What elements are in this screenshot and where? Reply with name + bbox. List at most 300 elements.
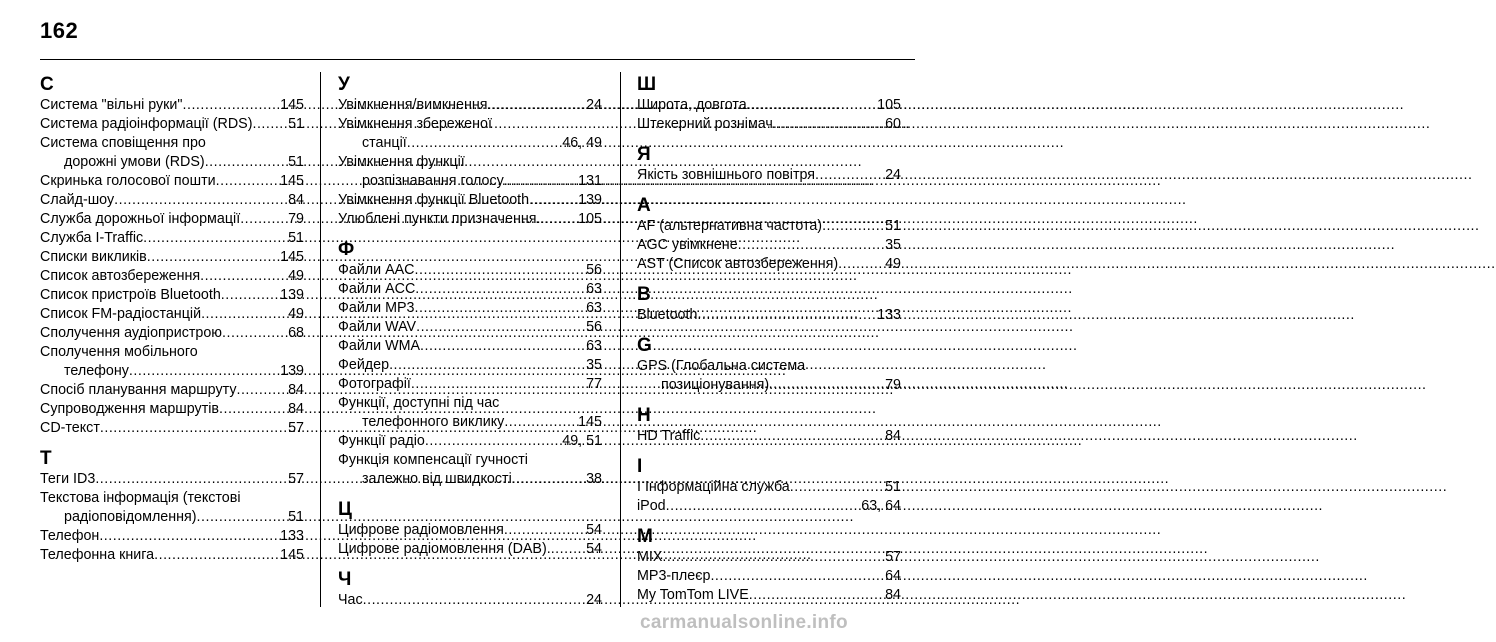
entry-term: Фотографії [338, 376, 411, 392]
entry-line [637, 357, 901, 376]
entry-term: радіоповідомлення) [64, 509, 197, 525]
entry-page-ref: 51 [288, 509, 304, 525]
entry-page-ref: 46, 49 [562, 135, 602, 151]
entry-page-ref: 105 [877, 97, 901, 113]
index-entry [637, 427, 901, 446]
entry-term: дорожні умови (RDS) [64, 154, 205, 170]
index-section [637, 405, 901, 446]
dot-leader [662, 548, 884, 567]
entry-term: Спосіб планування маршруту [40, 382, 237, 398]
index-entry [637, 217, 901, 236]
index-entry [40, 419, 304, 438]
entry-term: Списки викликів [40, 249, 147, 265]
section-letter: С [40, 74, 54, 95]
entry-line [40, 343, 304, 362]
entry-term: MIX [637, 549, 663, 565]
entry-term: Функція компенсації гучності [338, 452, 528, 468]
dot-leader [749, 586, 884, 605]
index-entry [338, 115, 602, 153]
index-entry [40, 400, 304, 419]
index-entry [40, 248, 304, 267]
index-section [338, 239, 602, 489]
entry-term: CD-текст [40, 420, 100, 436]
dot-leader [773, 115, 884, 134]
entry-page-ref: 24 [885, 167, 901, 183]
entry-line [40, 191, 304, 210]
dot-leader [411, 375, 585, 394]
dot-leader [221, 286, 279, 305]
index-entry [40, 229, 304, 248]
entry-line [40, 172, 304, 191]
section-letter: M [637, 526, 653, 547]
entry-line [637, 255, 901, 274]
entry-term: Штекерний рознімач [637, 116, 773, 132]
entry-page-ref: 24 [586, 592, 602, 608]
entry-line [40, 115, 304, 134]
entry-page-ref: 49 [885, 256, 901, 272]
entry-page-ref: 131 [578, 173, 602, 189]
entry-term: Текстова інформація (текстові [40, 490, 241, 506]
index-entry [40, 343, 304, 381]
entry-term: Супроводження маршрутів [40, 401, 220, 417]
entry-page-ref: 56 [586, 319, 602, 335]
index-entry [637, 497, 901, 516]
index-entry [40, 115, 304, 134]
entry-line [40, 286, 304, 305]
entry-line [40, 96, 304, 115]
index-entry [338, 540, 602, 559]
entry-page-ref: 54 [586, 522, 602, 538]
entry-line [40, 305, 304, 324]
entry-line [338, 318, 602, 337]
entry-line [338, 96, 602, 115]
index-entry [637, 236, 901, 255]
entry-page-ref: 133 [877, 307, 901, 323]
index-section [637, 74, 901, 134]
dot-leader [201, 305, 287, 324]
section-letter: Ф [338, 239, 355, 260]
entry-line [338, 470, 602, 489]
entry-line [40, 248, 304, 267]
entry-line [338, 337, 602, 356]
entry-line [338, 521, 602, 540]
index-entry [338, 521, 602, 540]
entry-page-ref: 79 [885, 377, 901, 393]
entry-page-ref: 64 [885, 568, 901, 584]
dot-leader [415, 261, 586, 280]
index-entry [338, 394, 602, 432]
entry-term: GPS (Глобальна система [637, 358, 806, 374]
entry-term: Цифрове радіомовлення (DAB). [338, 541, 551, 557]
index-section [637, 526, 901, 605]
entry-page-ref: 139 [280, 287, 304, 303]
index-section [637, 335, 901, 395]
entry-term: I Інформаційна служба [637, 479, 790, 495]
index-section [40, 74, 304, 438]
entry-line [338, 591, 602, 610]
entry-line [637, 548, 901, 567]
index-column-2 [338, 72, 602, 620]
entry-term: Система сповіщення про [40, 135, 206, 151]
entry-term: iPod [637, 498, 666, 514]
entry-term: Фейдер [338, 357, 390, 373]
entry-term: станції [362, 135, 407, 151]
dot-leader [747, 96, 876, 115]
dot-leader [99, 527, 279, 546]
entry-page-ref: 63 [586, 338, 602, 354]
entry-term: Файли ACC [338, 281, 416, 297]
dot-leader [425, 432, 561, 451]
index-entry [338, 375, 602, 394]
dot-leader [415, 280, 585, 299]
index-entry [40, 489, 304, 527]
dot-leader [420, 337, 585, 356]
entry-term: позиціонування) [661, 377, 770, 393]
entry-term: телефону [64, 363, 129, 379]
dot-leader [389, 356, 585, 375]
index-entry [338, 191, 602, 210]
entry-line [637, 427, 901, 446]
entry-page-ref: 51 [288, 230, 304, 246]
entry-page-ref: 63 [586, 281, 602, 297]
index-entry [40, 267, 304, 286]
entry-line [637, 236, 901, 255]
index-entry [40, 324, 304, 343]
entry-page-ref: 84 [288, 401, 304, 417]
entry-line [338, 413, 602, 432]
entry-line [637, 497, 901, 516]
entry-term: Увімкнення функції [338, 154, 465, 170]
entry-term: Увімкнення/вимкнення [338, 97, 488, 113]
entry-page-ref: 63, 64 [861, 498, 901, 514]
entry-page-ref: 145 [280, 249, 304, 265]
index-entry [338, 591, 602, 610]
entry-page-ref: 49, 51 [562, 433, 602, 449]
entry-page-ref: 57 [288, 420, 304, 436]
index-section [637, 144, 901, 185]
index-entry [637, 357, 901, 395]
dot-leader [815, 166, 884, 185]
entry-term: Система радіоінформації (RDS) [40, 116, 253, 132]
entry-page-ref: 35 [586, 357, 602, 373]
entry-page-ref: 77 [586, 376, 602, 392]
entry-page-ref: 24 [586, 97, 602, 113]
entry-term: Якість зовнішнього повітря [637, 167, 816, 183]
dot-leader [252, 115, 287, 134]
index-entry [40, 286, 304, 305]
index-entry [40, 305, 304, 324]
entry-line [338, 210, 602, 229]
entry-page-ref: 84 [885, 587, 901, 603]
index-entry [338, 299, 602, 318]
index-entry [637, 567, 901, 586]
index-entry [338, 153, 602, 191]
entry-line [338, 191, 602, 210]
dot-leader [504, 413, 577, 432]
dot-leader [488, 96, 586, 115]
entry-page-ref: 51 [288, 116, 304, 132]
entry-line [40, 134, 304, 153]
index-entry [40, 96, 304, 115]
entry-term: залежно від швидкості [362, 471, 512, 487]
entry-line [40, 381, 304, 400]
dot-leader [790, 478, 884, 497]
section-letter: Ц [338, 499, 352, 520]
dot-leader [95, 470, 287, 489]
entry-term: Список FM-радіостанцій [40, 306, 202, 322]
entry-page-ref: 49 [288, 306, 304, 322]
index-column-1 [40, 72, 304, 575]
dot-leader [222, 324, 287, 343]
index-entry [40, 381, 304, 400]
index-entry [40, 546, 304, 565]
dot-leader [216, 172, 280, 191]
entry-page-ref: 145 [280, 97, 304, 113]
entry-line [40, 362, 304, 381]
entry-term: Цифрове радіомовлення [338, 522, 504, 538]
index-section [338, 499, 602, 559]
entry-page-ref: 145 [280, 547, 304, 563]
entry-term: MP3-плеєр [637, 568, 711, 584]
index-entry [40, 210, 304, 229]
dot-leader [710, 567, 884, 586]
entry-term: Список пристроїв Bluetooth [40, 287, 221, 303]
entry-page-ref: 54 [586, 541, 602, 557]
section-letter: У [338, 74, 350, 95]
entry-page-ref: 105 [578, 211, 602, 227]
entry-line [338, 280, 602, 299]
dot-leader [407, 134, 562, 153]
entry-term: Час [338, 592, 363, 608]
entry-page-ref: 84 [885, 428, 901, 444]
dot-leader [200, 267, 287, 286]
index-entry [637, 478, 901, 497]
entry-term: My TomTom LIVE [637, 587, 749, 603]
entry-line [637, 306, 901, 325]
index-entry [40, 134, 304, 172]
entry-term: телефонного виклику [362, 414, 505, 430]
entry-line [637, 376, 901, 395]
entry-page-ref: 57 [288, 471, 304, 487]
entry-line [338, 299, 602, 318]
entry-page-ref: 68 [288, 325, 304, 341]
dot-leader [236, 381, 287, 400]
dot-leader [205, 153, 287, 172]
entry-term: Файли WAV [338, 319, 417, 335]
dot-leader [240, 210, 287, 229]
column-divider [620, 72, 621, 607]
dot-leader [551, 540, 585, 559]
entry-line [338, 172, 602, 191]
dot-leader [143, 229, 287, 248]
index-section [338, 569, 602, 610]
index-entry [338, 451, 602, 489]
entry-line [40, 546, 304, 565]
entry-term: Система "вільні руки" [40, 97, 183, 113]
index-entry [338, 280, 602, 299]
entry-term: Файли AAC [338, 262, 415, 278]
entry-term: AF (альтернативна частота) [637, 218, 823, 234]
entry-term: розпізнавання голосу [362, 173, 504, 189]
entry-line [40, 470, 304, 489]
dot-leader [540, 210, 577, 229]
dot-leader [129, 362, 279, 381]
dot-leader [700, 427, 884, 446]
entry-line [338, 356, 602, 375]
entry-term: Теги ID3 [40, 471, 96, 487]
entry-term: Служба дорожньої інформації [40, 211, 241, 227]
entry-line [637, 166, 901, 185]
index-entry [338, 318, 602, 337]
dot-leader [416, 318, 585, 337]
section-letter: Ч [338, 569, 352, 590]
section-letter: A [637, 195, 651, 216]
entry-line [40, 229, 304, 248]
dot-leader [666, 497, 861, 516]
entry-term: AGC увімкнене [637, 237, 738, 253]
entry-line [338, 432, 602, 451]
entry-page-ref: 139 [578, 192, 602, 208]
entry-page-ref: 145 [578, 414, 602, 430]
entry-line [637, 586, 901, 605]
entry-term: AST (Список автозбереження) [637, 256, 839, 272]
section-letter: H [637, 405, 651, 426]
index-section [637, 195, 901, 274]
index-section [338, 74, 602, 229]
entry-page-ref: 35 [885, 237, 901, 253]
entry-term: Сполучення аудіопристрою [40, 325, 223, 341]
dot-leader [697, 306, 876, 325]
index-entry [338, 432, 602, 451]
entry-page-ref: 56 [586, 262, 602, 278]
entry-term: Слайд-шоу [40, 192, 115, 208]
entry-term: Сполучення мобільного [40, 344, 198, 360]
dot-leader [504, 172, 577, 191]
entry-term: HD Traffic [637, 428, 701, 444]
entry-page-ref: 84 [288, 192, 304, 208]
entry-line [40, 153, 304, 172]
entry-line [338, 451, 602, 470]
index-entry [637, 586, 901, 605]
index-entry [637, 306, 901, 325]
entry-page-ref: 133 [280, 528, 304, 544]
dot-leader [738, 236, 884, 255]
entry-line [338, 153, 602, 172]
entry-term: Улюблені пункти призначення. [338, 211, 541, 227]
section-letter: I [637, 456, 643, 477]
entry-term: Телефонна книга [40, 547, 155, 563]
entry-page-ref: 51 [885, 479, 901, 495]
index-section [637, 284, 901, 325]
index-entry [338, 337, 602, 356]
section-letter: B [637, 284, 651, 305]
index-section [637, 456, 901, 516]
entry-line [40, 400, 304, 419]
entry-term: Список автозбереження [40, 268, 201, 284]
entry-line [338, 115, 602, 134]
index-entry [338, 356, 602, 375]
entry-line [40, 489, 304, 508]
dot-leader [504, 521, 585, 540]
entry-page-ref: 49 [288, 268, 304, 284]
entry-term: Увімкнення функції Bluetooth [338, 192, 530, 208]
entry-page-ref: 63 [586, 300, 602, 316]
entry-line [637, 567, 901, 586]
dot-leader [822, 217, 884, 236]
index-entry [338, 261, 602, 280]
index-section [40, 448, 304, 565]
dot-leader [363, 591, 585, 610]
section-letter: Ш [637, 74, 657, 95]
entry-line [338, 134, 602, 153]
entry-page-ref: 51 [288, 154, 304, 170]
dot-leader [415, 299, 586, 318]
dot-leader [114, 191, 287, 210]
entry-line [338, 540, 602, 559]
entry-term: Функції, доступні під час [338, 395, 500, 411]
entry-term: Файли WMA [338, 338, 421, 354]
index-entry [40, 172, 304, 191]
entry-line [637, 217, 901, 236]
dot-leader [197, 508, 288, 527]
entry-term: Функції радіо [338, 433, 425, 449]
index-entry [637, 255, 901, 274]
index-entry [40, 527, 304, 546]
dot-leader [769, 376, 884, 395]
dot-leader [100, 419, 287, 438]
entry-term: Bluetooth [637, 307, 698, 323]
entry-line [338, 375, 602, 394]
entry-line [40, 267, 304, 286]
entry-page-ref: 79 [288, 211, 304, 227]
entry-term: Служба I-Traffic [40, 230, 144, 246]
entry-term: Увімкнення збереженої [338, 116, 492, 132]
entry-line [40, 527, 304, 546]
dot-leader [512, 470, 585, 489]
entry-line [40, 508, 304, 527]
index-entry [637, 548, 901, 567]
entry-line [338, 261, 602, 280]
entry-term: Телефон [40, 528, 100, 544]
entry-term: Скринька голосової пошти [40, 173, 216, 189]
entry-page-ref: 145 [280, 173, 304, 189]
entry-page-ref: 38 [586, 471, 602, 487]
entry-term: Файли MP3 [338, 300, 415, 316]
dot-leader [838, 255, 884, 274]
section-letter: Я [637, 144, 651, 165]
dot-leader [529, 191, 577, 210]
index-entry [637, 96, 901, 115]
index-entry [637, 166, 901, 185]
entry-page-ref: 57 [885, 549, 901, 565]
entry-page-ref: 51 [885, 218, 901, 234]
index-column-3 [637, 72, 901, 615]
index-entry [40, 191, 304, 210]
dot-leader [183, 96, 280, 115]
dot-leader [219, 400, 287, 419]
entry-page-ref: 60 [885, 116, 901, 132]
entry-line [637, 115, 901, 134]
entry-term: Широта, довгота [637, 97, 747, 113]
dot-leader [154, 546, 279, 565]
header-rule [40, 59, 915, 60]
page-number: 162 [40, 18, 79, 43]
entry-line [338, 394, 602, 413]
entry-page-ref: 139 [280, 363, 304, 379]
entry-page-ref: 84 [288, 382, 304, 398]
entry-line [637, 478, 901, 497]
index-entry [338, 210, 602, 229]
